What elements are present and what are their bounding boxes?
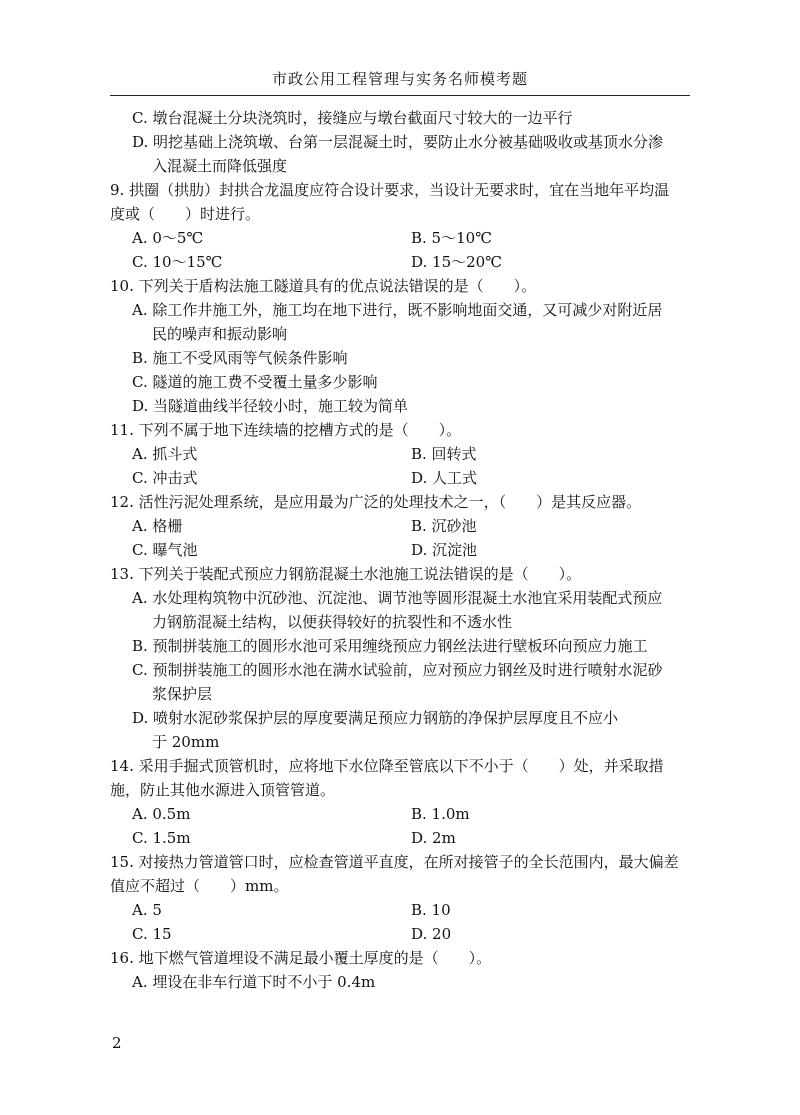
- question-16-stem: 16. 地下燃气管道埋设不满足最小覆土厚度的是（ ）。: [110, 949, 492, 967]
- question-15-stem-line-2: 值应不超过（ ）mm。: [110, 877, 289, 895]
- option-a: A. 0～5℃: [132, 229, 204, 247]
- option-d-line-1: D. 喷射水泥砂浆保护层的厚度要满足预应力钢筋的净保护层厚度且不应小: [132, 709, 619, 727]
- option-a: A. 埋设在非车行道下时不小于 0.4m: [132, 973, 376, 991]
- option-d: D. 人工式: [411, 469, 478, 487]
- question-10-stem: 10. 下列关于盾构法施工隧道具有的优点说法错误的是（ ）。: [110, 277, 537, 295]
- option-b: B. 施工不受风雨等气候条件影响: [132, 349, 348, 367]
- page-number: 2: [112, 1034, 122, 1052]
- option-a: A. 0.5m: [132, 805, 191, 823]
- option-a: [110, 586, 696, 634]
- option-c: C. 10～15℃: [132, 253, 223, 271]
- question-14-stem-line-2: 施，防止其他水源进入顶管管道。: [110, 781, 336, 799]
- question-13: [110, 562, 696, 754]
- question-14: [110, 754, 696, 850]
- option-c: C. 墩台混凝土分块浇筑时，接缝应与墩台截面尺寸较大的一边平行: [132, 109, 573, 127]
- question-15: [110, 850, 696, 946]
- option-a-line-1: A. 水处理构筑物中沉砂池、沉淀池、调节池等圆形混凝土水池宜采用装配式预应: [132, 589, 663, 607]
- option-d: [110, 706, 696, 754]
- option-b: B. 1.0m: [411, 805, 470, 823]
- question-15-stem-line-1: 15. 对接热力管道管口时，应检查管道平直度，在所对接管子的全长范围内，最大偏差: [110, 853, 679, 871]
- option-b: B. 沉砂池: [411, 517, 477, 535]
- question-8-continued: [110, 106, 696, 178]
- option-d-line-2: 入混凝土而降低强度: [152, 157, 288, 175]
- question-12-stem: 12. 活性污泥处理系统，是应用最为广泛的处理技术之一，（ ）是其反应器。: [110, 493, 642, 511]
- question-14-stem-line-1: 14. 采用手掘式顶管机时，应将地下水位降至管底以下不小于（ ）处，并采取措: [110, 757, 664, 775]
- option-c: C. 15: [132, 925, 172, 943]
- option-b: B. 10: [411, 901, 451, 919]
- option-d: [110, 130, 696, 178]
- question-11: [110, 418, 696, 490]
- option-b: B. 回转式: [411, 445, 477, 463]
- option-d: D. 当隧道曲线半径较小时，施工较为简单: [132, 397, 409, 415]
- option-d-line-1: D. 明挖基础上浇筑墩、台第一层混凝土时，要防止水分被基础吸收或基顶水分渗: [132, 133, 664, 151]
- option-c: C. 1.5m: [132, 829, 191, 847]
- option-a-line-1: A. 除工作井施工外，施工均在地下进行，既不影响地面交通，又可减少对附近居: [132, 301, 663, 319]
- option-b: B. 预制拼装施工的圆形水池可采用缠绕预应力钢丝法进行壁板环向预应力施工: [132, 637, 648, 655]
- option-d: D. 20: [411, 925, 452, 943]
- option-d: D. 沉淀池: [411, 541, 478, 559]
- option-a: A. 5: [132, 901, 162, 919]
- option-c: [110, 658, 696, 706]
- question-12: [110, 490, 696, 562]
- option-d-line-2: 于 20mm: [152, 733, 220, 751]
- option-c: C. 冲击式: [132, 469, 198, 487]
- question-9-stem-line-1: 9. 拱圈（拱肋）封拱合龙温度应符合设计要求，当设计无要求时，宜在当地年平均温: [110, 181, 670, 199]
- question-13-stem: 13. 下列关于装配式预应力钢筋混凝土水池施工说法错误的是（ ）。: [110, 565, 582, 583]
- header-rule: [110, 95, 690, 96]
- question-16: [110, 946, 696, 994]
- option-d: D. 2m: [411, 829, 456, 847]
- option-d: D. 15～20℃: [411, 253, 502, 271]
- option-a: A. 抓斗式: [132, 445, 198, 463]
- option-a: A. 格栅: [132, 517, 183, 535]
- question-9: [110, 178, 696, 274]
- question-9-stem-line-2: 度或（ ）时进行。: [110, 205, 261, 223]
- option-c-line-2: 浆保护层: [152, 685, 213, 703]
- running-header: 市政公用工程管理与实务名师模考题: [271, 70, 528, 88]
- option-c-line-1: C. 预制拼装施工的圆形水池在满水试验前，应对预应力钢丝及时进行喷射水泥砂: [132, 661, 663, 679]
- question-10: [110, 274, 696, 418]
- question-list: [110, 106, 696, 994]
- question-11-stem: 11. 下列不属于地下连续墙的挖槽方式的是（ ）。: [110, 421, 462, 439]
- option-c: C. 隧道的施工费不受覆土量多少影响: [132, 373, 378, 391]
- option-c: C. 曝气池: [132, 541, 198, 559]
- option-b: B. 5～10℃: [411, 229, 492, 247]
- option-a-line-2: 力钢筋混凝土结构，以便获得较好的抗裂性和不透水性: [152, 613, 513, 631]
- option-a: [110, 298, 696, 346]
- option-a-line-2: 民的噪声和振动影响: [152, 325, 288, 343]
